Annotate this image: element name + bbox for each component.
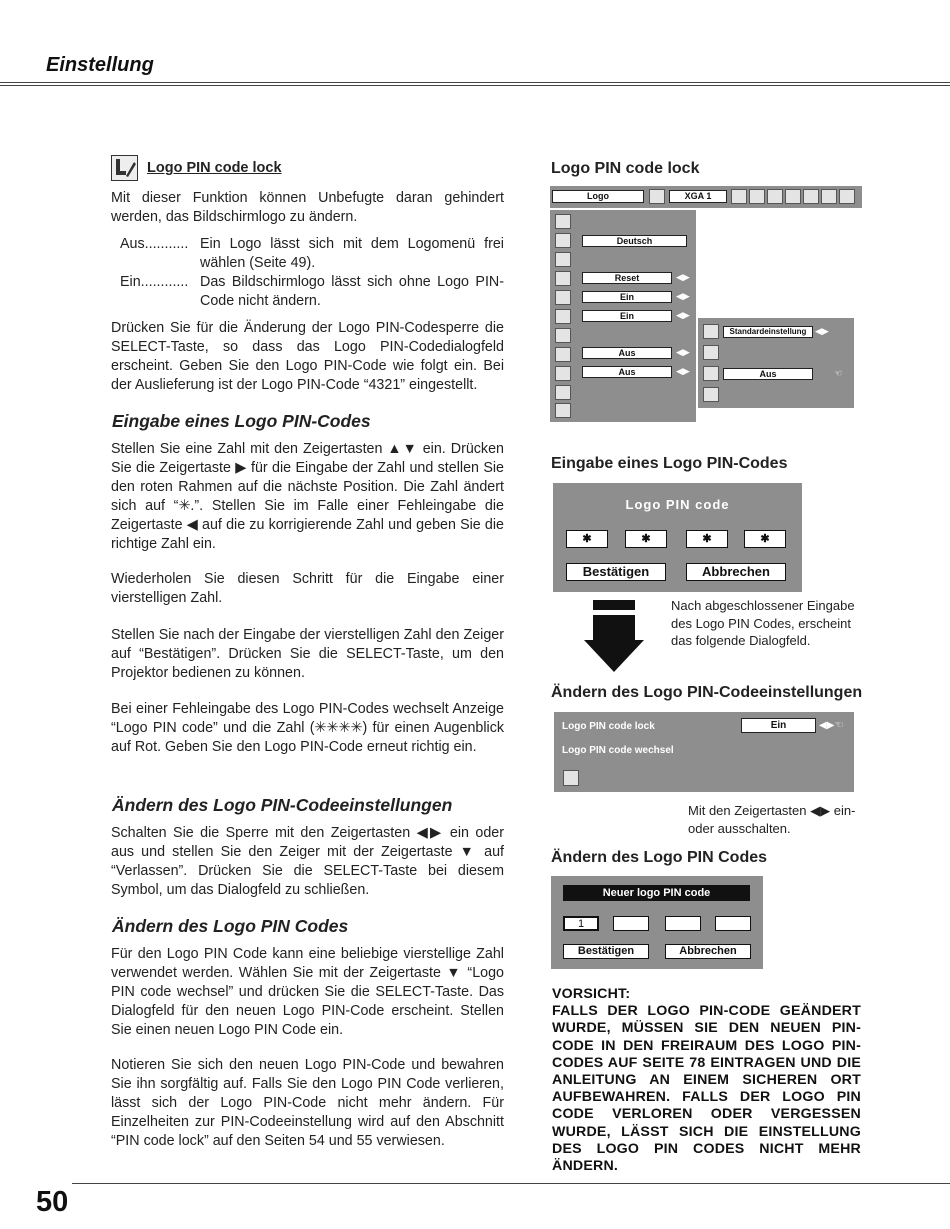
rear-icon <box>555 366 571 381</box>
logo-icon <box>555 328 571 343</box>
menu-sub-panel <box>698 318 854 408</box>
def-aus-term: Aus........... <box>120 236 189 252</box>
page-title: Einstellung <box>46 54 154 76</box>
paragraph-aendern-codes-2: Notieren Sie sich den neuen Logo PIN-Code und bewahren Sie ihn sorgfältig auf. Falls Sie den Logo PIN Code verlieren, lässt sich der Logo PIN-Code nicht mehr ändern. Für Einzelheiten zur PIN-Codeeinstellung wird auf den Abschnitt “PIN code lock” auf den Seiten 54 und 55 verwiesen. <box>111 1057 504 1149</box>
menu-deutsch: Deutsch <box>582 235 687 247</box>
menu-logo-field: Logo <box>552 190 644 203</box>
heading-right-aendern-codes: Ändern des Logo PIN Codes <box>551 849 768 866</box>
picture-icon <box>785 189 801 204</box>
pin-code-dialog <box>553 483 802 592</box>
aus2-arrows-icon: ◀▶ <box>676 366 690 376</box>
pin-digit-1[interactable]: ✱ <box>566 530 608 548</box>
new-pin-cancel-button[interactable]: Abbrechen <box>665 944 751 959</box>
settings-note: Mit den Zeigertasten ◀▶ ein- oder ausschalten. <box>688 803 856 836</box>
menu-reset: Reset <box>582 272 672 284</box>
keystone-icon <box>555 271 571 286</box>
settings-dialog <box>554 712 854 792</box>
reset-arrows-icon: ◀▶ <box>676 272 690 282</box>
settings-arrows-icon: ◀▶☜ <box>819 720 844 731</box>
pointer-hand-icon: ☜ <box>834 368 843 378</box>
display-icon <box>555 309 571 324</box>
def-ein-text: Das Bildschirmlogo lässt sich ohne Logo PIN-Code nicht ändern. <box>200 274 504 309</box>
menu-standard: Standardeinstellung <box>723 326 813 338</box>
arrow-down-icon <box>584 600 644 672</box>
section-title-logo-pin-lock: Logo PIN code lock <box>147 160 282 176</box>
sound-icon <box>803 189 819 204</box>
settings-row-wechsel[interactable]: Logo PIN code wechsel <box>562 745 674 756</box>
input-icon <box>731 189 747 204</box>
exit-icon <box>555 403 571 418</box>
screen-icon <box>649 189 665 204</box>
def-ein-term: Ein............ <box>120 274 189 290</box>
caution-text: VORSICHT: FALLS DER LOGO PIN-CODE GEÄNDERT WURDE, MÜSSEN SIE DEN NEUEN PIN-CODE IN DEN FREIRAUM DES LOGO PIN-CODES AUF SEITE 78 EINTRAGEN UND DIE ANLEITUNG AN EINEM SICHEREN ORT AUFBEWAHREN. FALLS DER LOGO PIN CODE VERLOREN ODER VERGESSEN WURDE, LÄSST SICH DIE EINSTELLUNG DES LOGO PIN CODES NICHT MEHR ÄNDERN. <box>552 986 861 1175</box>
menu-top-bar <box>550 186 862 208</box>
capture-icon <box>703 345 719 360</box>
settings-exit-icon[interactable] <box>563 770 579 786</box>
paragraph-aendern-einstellungen: Schalten Sie die Sperre mit den Zeigertasten ◀▶ ein oder aus und stellen Sie den Zeiger mit der Zeigertaste ▼ auf “Verlassen”. Drücken Sie die SELECT-Taste bei diesem Symbol, um das Dialogfeld zu schließen. <box>111 825 504 898</box>
image-icon <box>749 189 765 204</box>
logo-lock-icon <box>111 155 138 181</box>
heading-right-lock: Logo PIN code lock <box>551 160 700 177</box>
background-icon <box>555 290 571 305</box>
new-pin-title: Neuer logo PIN code <box>563 885 750 901</box>
header-rule-2 <box>0 85 950 86</box>
heading-right-aendern-einst: Ändern des Logo PIN-Codeeinstellungen <box>551 684 863 701</box>
pin-dialog-title: Logo PIN code <box>625 497 730 512</box>
heading-eingabe: Eingabe eines Logo PIN-Codes <box>112 411 371 431</box>
info-icon <box>839 189 855 204</box>
up-arrow-icon <box>555 214 571 229</box>
ein1-arrows-icon: ◀▶ <box>676 291 690 301</box>
new-pin-digit-3[interactable] <box>665 916 701 931</box>
menu-main-panel <box>550 210 696 422</box>
header-rule <box>0 82 950 83</box>
ceiling-icon <box>555 347 571 362</box>
adjust-icon <box>767 189 783 204</box>
menu-sub-aus: Aus <box>723 368 813 380</box>
menu-icon <box>555 252 571 267</box>
new-pin-dialog <box>551 876 763 969</box>
pin-cancel-button[interactable]: Abbrechen <box>686 563 786 581</box>
logo-select-icon <box>703 324 719 339</box>
settings-row-lock: Logo PIN code lock <box>562 721 655 732</box>
heading-right-eingabe: Eingabe eines Logo PIN-Codes <box>551 455 788 472</box>
def-aus-text: Ein Logo lässt sich mit dem Logomenü frei wählen (Seite 49). <box>200 236 504 271</box>
heading-aendern-einstellungen: Ändern des Logo PIN-Codeeinstellungen <box>112 795 453 815</box>
menu-aus-1: Aus <box>582 347 672 359</box>
page-number: 50 <box>36 1186 69 1218</box>
paragraph-eingabe-3: Stellen Sie nach der Eingabe der vierstelligen Zahl den Zeiger auf “Bestätigen”. Drücken Sie die SELECT-Taste, um den Projektor bedienen zu können. <box>111 627 504 681</box>
ein2-arrows-icon: ◀▶ <box>676 310 690 320</box>
new-pin-digit-4[interactable] <box>715 916 751 931</box>
globe-icon <box>555 233 571 248</box>
menu-aus-2: Aus <box>582 366 672 378</box>
wrench-icon <box>821 189 837 204</box>
logo-lock-menu-icon <box>703 366 719 381</box>
intro-text: Mit dieser Funktion können Unbefugte daran gehindert werden, das Bildschirmlogo zu ändern. <box>111 190 504 225</box>
pin-confirm-button[interactable]: Bestätigen <box>566 563 666 581</box>
pin-digit-3[interactable]: ✱ <box>686 530 728 548</box>
sub-exit-icon <box>703 387 719 402</box>
paragraph-eingabe-2: Wiederholen Sie diesen Schritt für die Eingabe einer vierstelligen Zahl. <box>111 571 504 606</box>
paragraph-aendern-codes-1: Für den Logo PIN Code kann eine beliebige vierstellige Zahl verwendet werden. Wählen Sie mit der Zeigertaste ▼ “Logo PIN code wechsel” und drücken Sie die SELECT-Taste. Das Dialogfeld für den neuen Logo PIN-Code erscheint. Stellen Sie einen neuen Logo PIN Code ein. <box>111 946 504 1038</box>
heading-aendern-codes: Ändern des Logo PIN Codes <box>112 916 349 936</box>
settings-lock-value[interactable]: Ein <box>741 718 816 733</box>
paragraph-eingabe-4: Bei einer Fehleingabe des Logo PIN-Codes wechselt Anzeige “Logo PIN code” und die Zahl (✳✳✳✳) für einen Augenblick auf Rot. Geben Sie den Logo PIN-Code erneut richtig ein. <box>111 701 504 755</box>
menu-ein-2: Ein <box>582 310 672 322</box>
new-pin-digit-1[interactable]: 1 <box>563 916 599 931</box>
pin-digit-4[interactable]: ✱ <box>744 530 786 548</box>
footer-rule <box>72 1183 950 1184</box>
paragraph-lock-intro: Drücken Sie für die Änderung der Logo PIN-Codesperre die SELECT-Taste, so dass das Logo PIN-Codedialogfeld erscheint. Geben Sie den Logo PIN-Code wie folgt ein. Bei der Auslieferung ist der Logo PIN-Code “4321” eingestellt. <box>111 320 504 393</box>
new-pin-confirm-button[interactable]: Bestätigen <box>563 944 649 959</box>
arrow-note: Nach abgeschlossener Eingabe des Logo PIN Codes, erscheint das folgende Dialogfeld. <box>671 598 855 648</box>
standard-arrows-icon: ◀▶ <box>815 326 829 336</box>
menu-ein-1: Ein <box>582 291 672 303</box>
pin-digit-2[interactable]: ✱ <box>625 530 667 548</box>
new-pin-digit-2[interactable] <box>613 916 649 931</box>
aus1-arrows-icon: ◀▶ <box>676 347 690 357</box>
paragraph-eingabe-1: Stellen Sie eine Zahl mit den Zeigertasten ▲▼ ein. Drücken Sie die Zeigertaste ▶ für die Eingabe der Zahl und stellen Sie den roten Rahmen auf die nächste Position. Die Zahl ändert sich auf “✳.”. Stellen Sie im Falle einer Fehleingabe die Zeigertaste ◀ auf die zu korrigierende Zahl und geben Sie die richtige Zahl ein. <box>111 441 504 552</box>
down-arrow-icon <box>555 385 571 400</box>
menu-xga-field: XGA 1 <box>669 190 727 203</box>
